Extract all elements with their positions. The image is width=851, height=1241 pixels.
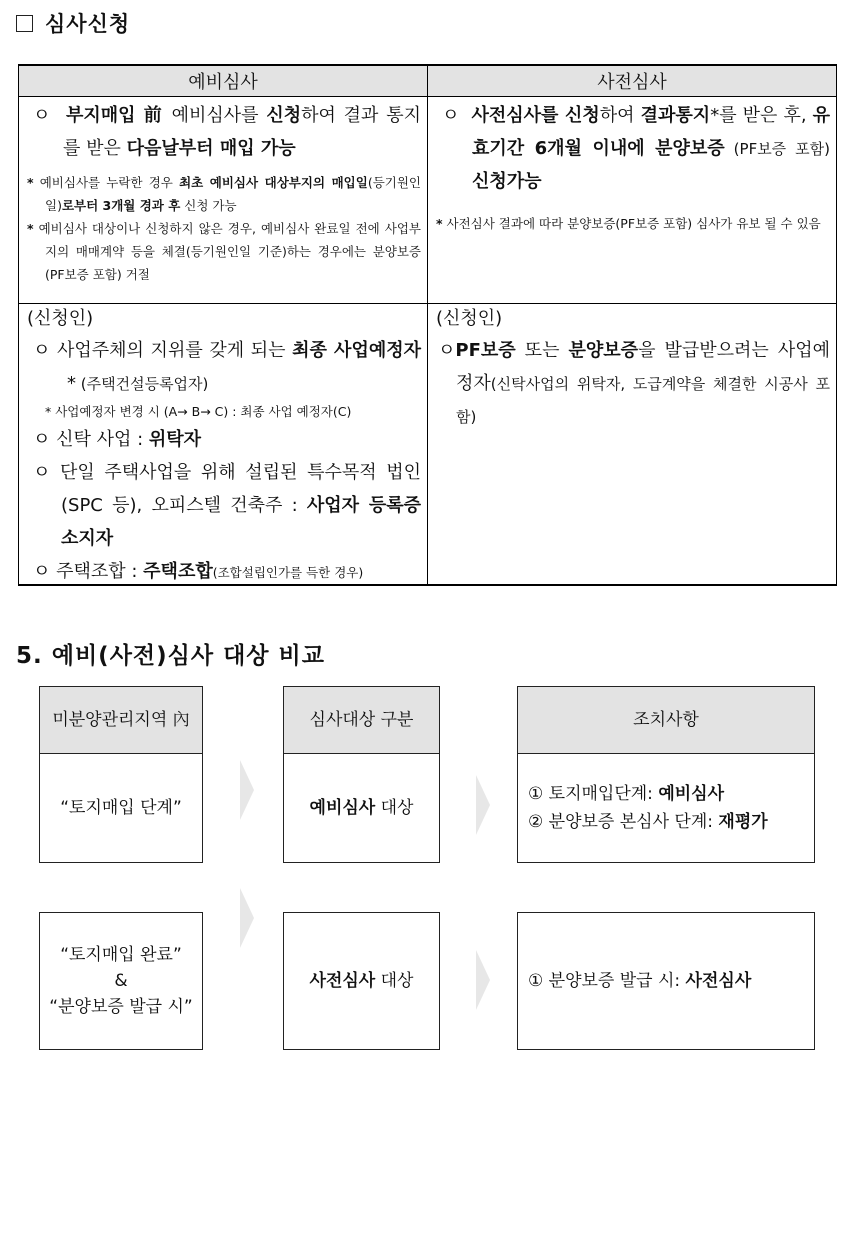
preliminary-note-2: * 예비심사 대상이나 신청하지 않은 경우, 예비심사 완료일 전에 사업부지의 매매계약 등을 체결(등기원인일 기준)하는 경우에는 분양보증(PF보증 포함) 거절	[27, 221, 421, 282]
advance-applicant-text: ㅇPF보증 또는 분양보증을 발급받으려는 사업예정자(신탁사업의 위탁자, 도급계약을 체결한 시공사 포함)	[438, 340, 830, 426]
flow-action-row1	[517, 753, 815, 863]
preliminary-note-1: * 예비심사를 누락한 경우 최초 예비심사 대상부지의 매입일(등기원인일)로부터 3개월 경과 후 신청 가능	[27, 175, 421, 213]
cell-preliminary-timing	[19, 97, 428, 304]
flow-header-target: 심사대상 구분	[283, 686, 440, 754]
flow-action-2: ② 분양보증 본심사 단계: 재평가	[528, 812, 768, 832]
flow-arrow-icon	[240, 888, 254, 948]
table-row-timing	[19, 97, 837, 304]
applicant-item-1: ㅇ 사업주체의 지위를 갖게 되는 최종 사업예정자* (주택건설등록업자)	[33, 340, 422, 394]
flow-stage-land-complete	[39, 912, 203, 1050]
applicant-item-1-note: * 사업예정자 변경 시 (A→ B→ C) : 최종 사업 예정자(C)	[45, 404, 352, 419]
applicant-item-4: ㅇ 주택조합 : 주택조합(조합설립인가를 득한 경우)	[33, 561, 364, 582]
flow-header-region: 미분양관리지역 內	[39, 686, 203, 754]
flow-action-1: ① 분양보증 발급 시: 사전심사	[528, 971, 752, 991]
cell-advance-applicant	[428, 304, 837, 586]
table-row-applicant	[19, 304, 837, 586]
section-heading-application	[16, 8, 130, 38]
stage-line: “분양보증 발급 시”	[49, 997, 193, 1017]
advance-main-text: ㅇ 사전심사를 신청하여 결과통지*를 받은 후, 유효기간 6개월 이내에 분양보증 (PF보증 포함) 신청가능	[442, 105, 831, 192]
advance-note: * 사전심사 결과에 따라 분양보증(PF보증 포함) 심사가 유보 될 수 있음	[436, 216, 821, 231]
applicant-item-2: ㅇ 신탁 사업 : 위탁자	[33, 429, 202, 450]
flow-target-advance: 사전심사 대상	[283, 912, 440, 1050]
flow-target-preliminary: 예비심사 대상	[283, 753, 440, 863]
flow-arrow-icon	[476, 775, 490, 835]
checkbox-square-icon	[16, 15, 33, 32]
applicant-title: (신청인)	[27, 308, 94, 329]
cell-advance-timing	[428, 97, 837, 304]
section-title: 심사신청	[45, 12, 131, 36]
cell-preliminary-applicant	[19, 304, 428, 586]
stage-line: &	[114, 971, 128, 991]
flow-action-1: ① 토지매입단계: 예비심사	[528, 784, 725, 804]
flow-arrow-icon	[240, 760, 254, 820]
applicant-item-3: ㅇ 단일 주택사업을 위해 설립된 특수목적 법인(SPC 등), 오피스텔 건축주 : 사업자 등록증 소지자	[33, 462, 421, 549]
flow-header-action: 조치사항	[517, 686, 815, 754]
flow-stage-land-purchase: “토지매입 단계”	[39, 753, 203, 863]
preliminary-main-text: ㅇ 부지매입 前 예비심사를 신청하여 결과 통지를 받은 다음날부터 매입 가능	[33, 105, 421, 159]
application-table	[18, 64, 837, 586]
section-heading-comparison: 5. 예비(사전)심사 대상 비교	[16, 643, 325, 669]
table-header-row	[19, 65, 837, 97]
applicant-title: (신청인)	[436, 308, 503, 329]
header-preliminary: 예비심사	[19, 65, 428, 97]
flow-action-row2	[517, 912, 815, 1050]
stage-line: “토지매입 완료”	[60, 945, 182, 965]
header-advance: 사전심사	[428, 65, 837, 97]
flow-arrow-icon	[476, 950, 490, 1010]
